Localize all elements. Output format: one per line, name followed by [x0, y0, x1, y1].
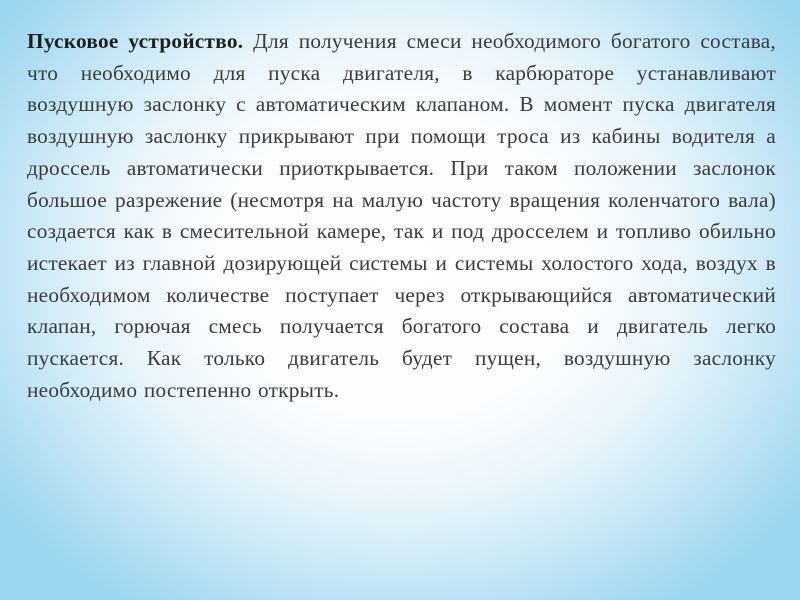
paragraph-body: Для получения смеси необходимого богатого состава, что необходимо для пуска двигателя, в карбюраторе устанавливают воздушную заслонку с автоматическим клапаном. В момент пуска двигателя воздушную заслонку прикрывают при помощи троса из кабины водителя а дроссель автоматически приоткрывается. При таком положении заслонок большое разрежение (несмотря на малую частоту вращения коленчатого вала) создается как в смесительной камере, так и под дросселем и топливо обильно истекает из главной дозирующей системы и системы холостого хода, воздух в необходимом количестве поступает через открывающийся автоматический клапан, горючая смесь получается богатого состава и двигатель легко пускается. Как только двигатель будет пущен, воздушную заслонку необходимо постепенно открыть.: [27, 29, 776, 402]
paragraph-heading: Пусковое устройство.: [27, 29, 244, 53]
slide-paragraph: [27, 26, 776, 406]
